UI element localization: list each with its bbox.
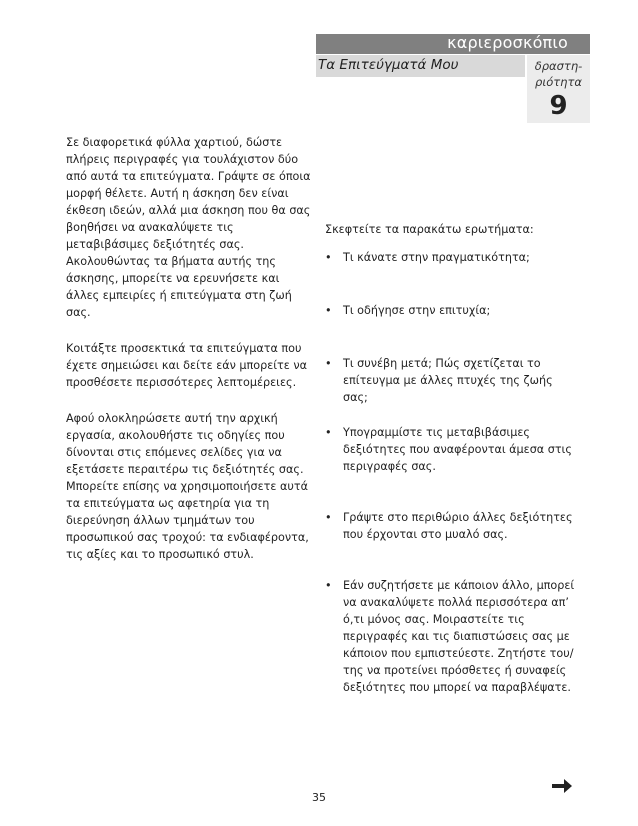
section-title: Τα Επιτεύγματά Μου: [318, 57, 459, 73]
list-item: [325, 249, 580, 266]
left-column: [66, 134, 316, 582]
arrow-right-icon[interactable]: [551, 777, 573, 795]
list-item-text: Γράψτε στο περιθώριο άλλες δεξιότητες που έρχονται στο μυαλό σας.: [343, 511, 573, 541]
list-item: [325, 577, 580, 696]
questions-intro: Σκεφτείτε τα παρακάτω ερωτήματα:: [325, 223, 534, 236]
list-item: [325, 424, 580, 475]
activity-label: [527, 58, 590, 90]
activity-box: [527, 55, 590, 123]
paragraph: Αφού ολοκληρώσετε αυτή την αρχική εργασία, ακολουθήστε τις οδηγίες που δίνονται στις επόμενες σελίδες για να εξετάσετε περαιτέρω τις δεξιότητές σας. Μπορείτε επίσης να χρησιμοποιήσετε αυτά τα επιτεύγματα ως αφετηρία για τη διερεύνηση άλλων τμημάτων του προσωπικού σας τροχού: τα ενδιαφέροντα, τις αξίες και το προσωπικό στυλ.: [66, 412, 309, 561]
bullet-icon: •: [325, 579, 332, 592]
activity-number: 9: [549, 91, 568, 121]
activity-label-line1: δραστη-: [534, 59, 583, 73]
list-item: [325, 509, 580, 543]
list-item-text: Εάν συζητήσετε με κάποιον άλλο, μπορεί να ανακαλύψετε πολλά περισσότερα απ’ ό,τι μόνος σας. Μοιραστείτε τις περιγραφές και τις διαπιστώσεις σας με κάποιον που εμπιστεύεστε. Ζητήστε του/της να προτείνει πρόσθετες ή συναφείς δεξιότητες που μπορεί να παραβλέψατε.: [343, 579, 575, 694]
bullet-icon: •: [325, 357, 332, 370]
list-item: [325, 302, 580, 319]
list-item-text: Τι συνέβη μετά; Πώς σχετίζεται το επίτευγμα με άλλες πτυχές της ζωής σας;: [343, 357, 553, 404]
bullet-icon: •: [325, 251, 332, 264]
page-number: 35: [312, 791, 326, 804]
list-item-text: Τι οδήγησε στην επιτυχία;: [343, 304, 491, 317]
list-item-text: Τι κάνατε στην πραγματικότητα;: [343, 251, 530, 264]
list-item: [325, 355, 580, 406]
bullet-icon: •: [325, 426, 332, 439]
paragraph: Κοιτάξτε προσεκτικά τα επιτεύγματα που έχετε σημειώσει και δείτε εάν μπορείτε να προσθέσετε περισσότερες λεπτομέρειες.: [66, 342, 308, 389]
activity-label-line2: ριότητα: [535, 75, 582, 89]
bullet-icon: •: [325, 511, 332, 524]
bullet-icon: •: [325, 304, 332, 317]
list-item-text: Υπογραμμίστε τις μεταβιβάσιμες δεξιότητες που αναφέρονται άμεσα στις περιγραφές σας.: [343, 426, 572, 473]
brand-title: καριεροσκόπιο: [447, 33, 568, 52]
paragraph: Σε διαφορετικά φύλλα χαρτιού, δώστε πλήρεις περιγραφές για τουλάχιστον δύο από αυτά τα επιτεύγματα. Γράψτε σε όποια μορφή θέλετε. Αυτή η άσκηση δεν είναι έκθεση ιδεών, αλλά μια άσκηση που θα σας βοηθήσει να ανακαλύψετε τις μεταβιβάσιμες δεξιότητές σας. Ακολουθώντας τα βήματα αυτής της άσκησης, μπορείτε να ερευνήσετε και άλλες εμπειρίες ή επιτεύγματα στη ζωή σας.: [66, 136, 311, 319]
